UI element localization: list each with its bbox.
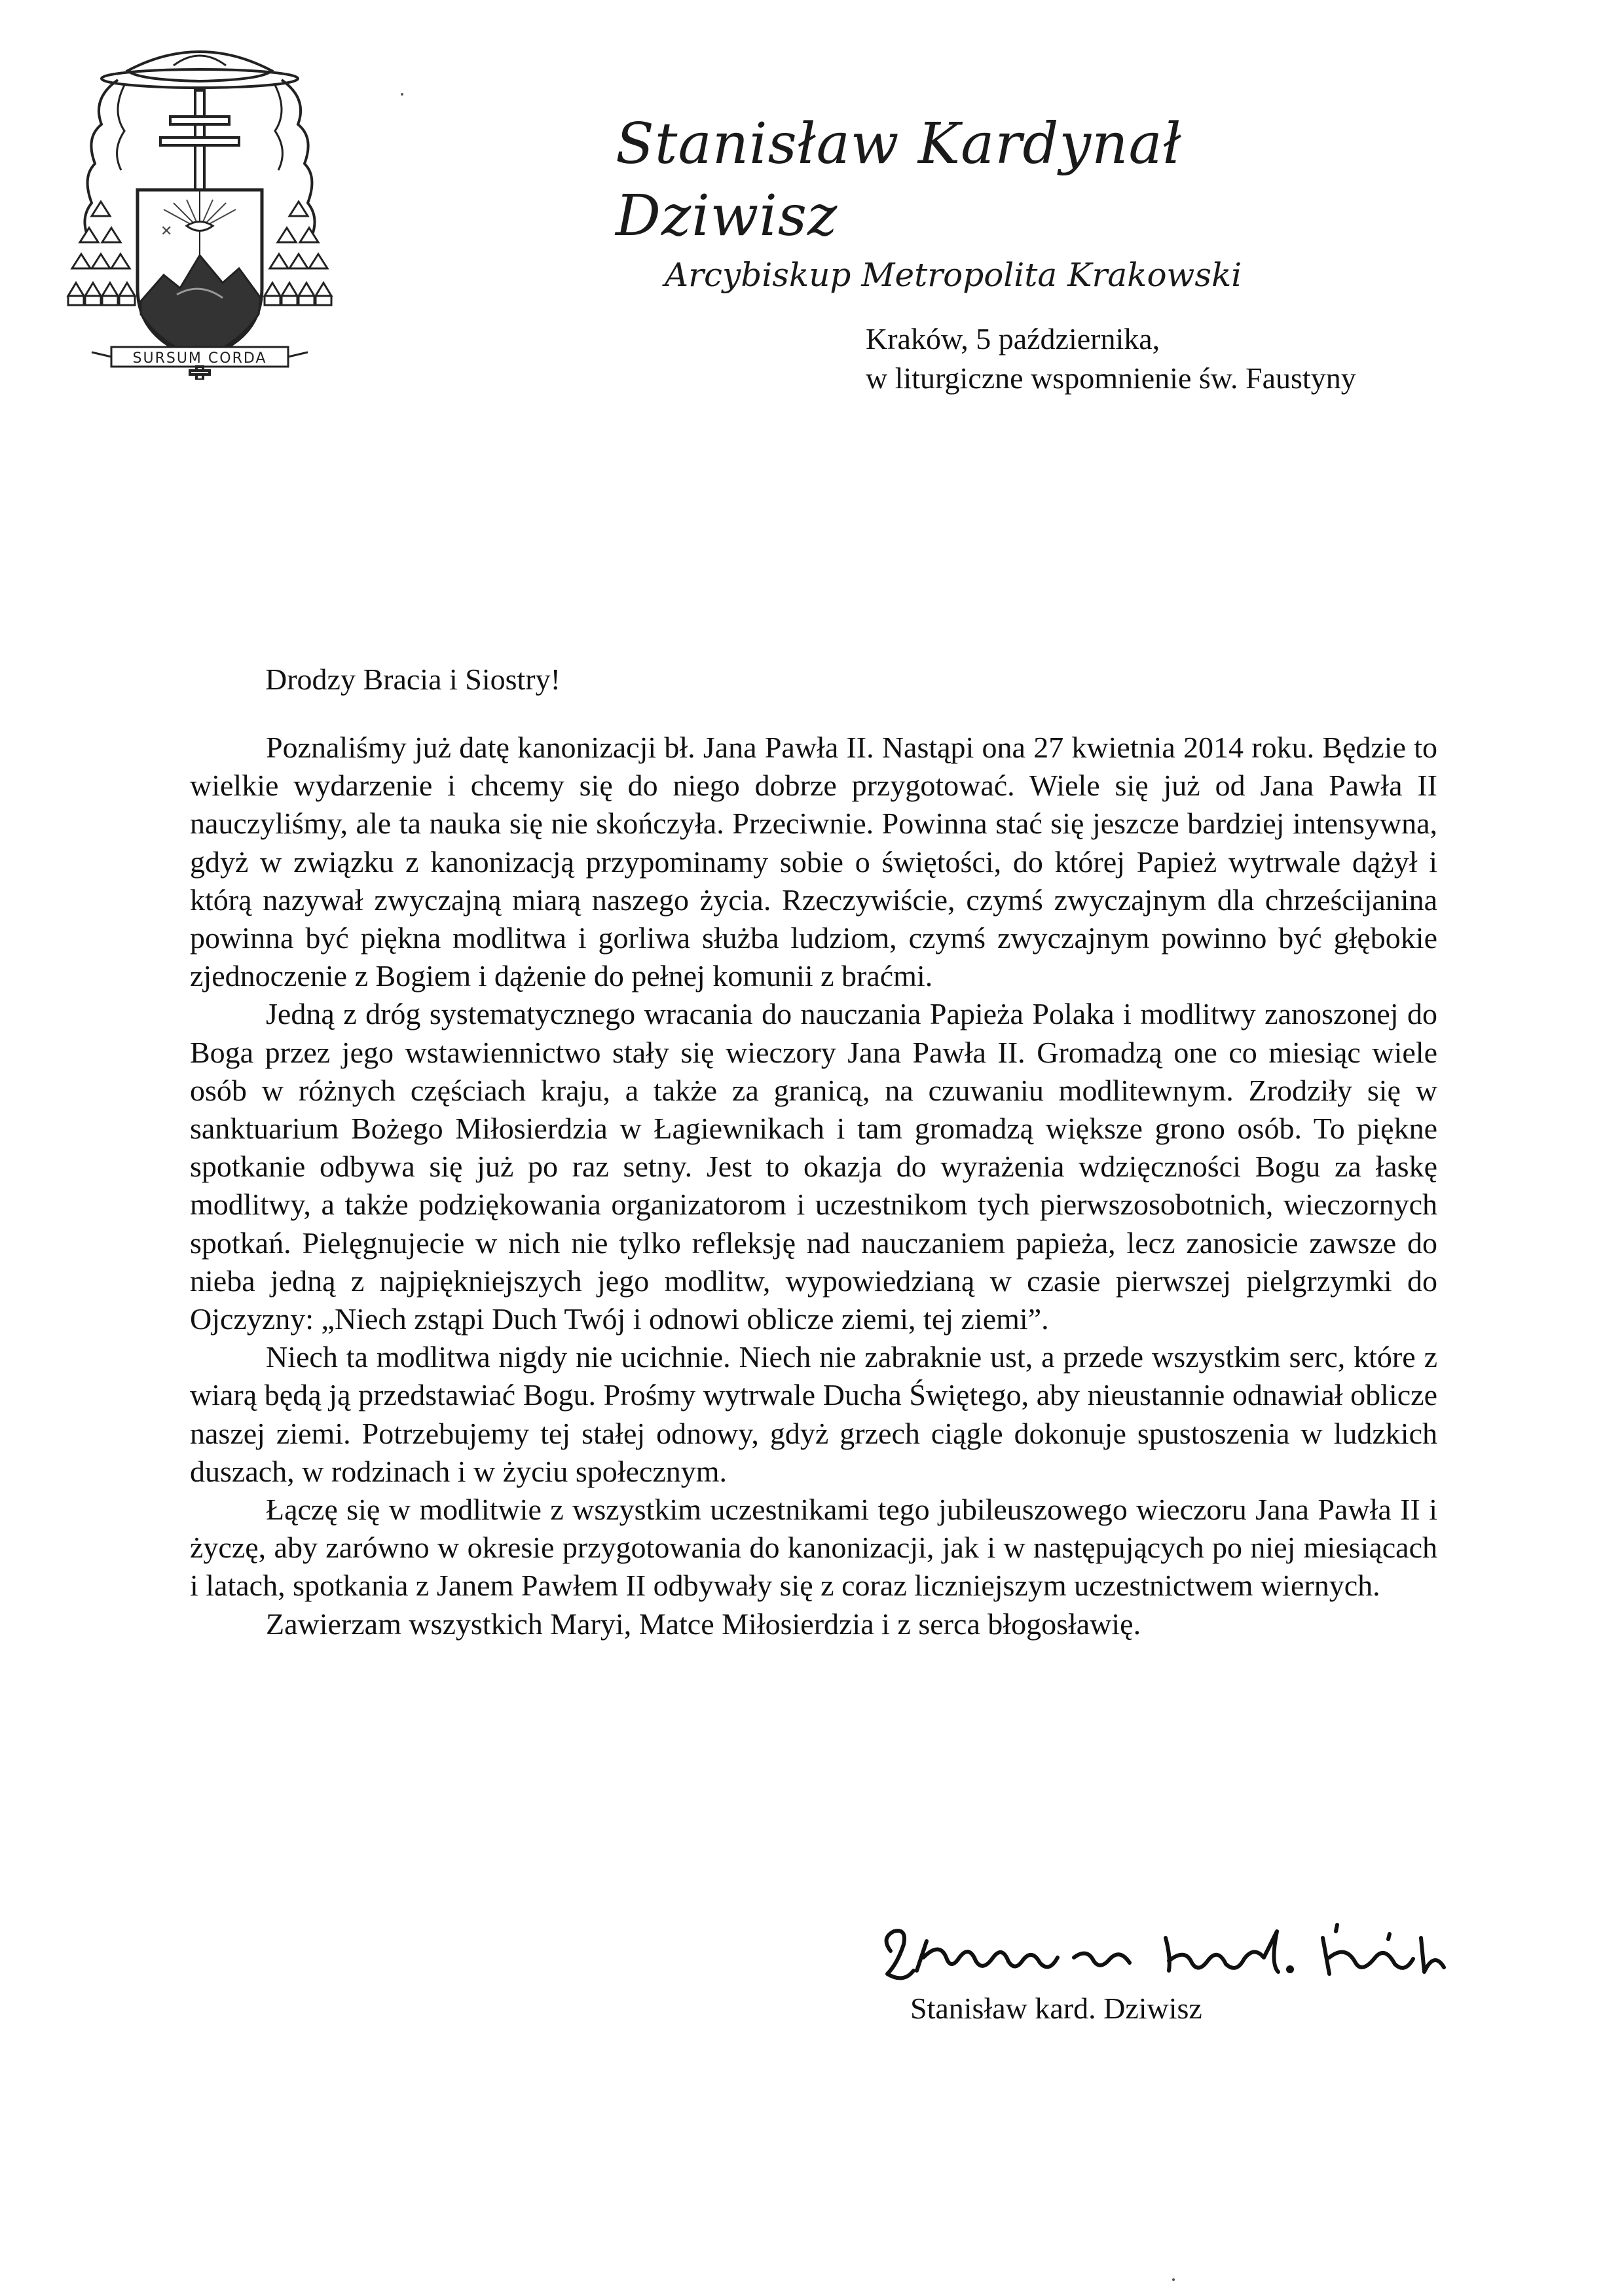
svg-text:✕: ✕ bbox=[160, 223, 173, 240]
place-and-date bbox=[866, 319, 1356, 398]
letter-body bbox=[190, 729, 1437, 1643]
place-date-line-1: Kraków, 5 października, bbox=[866, 322, 1160, 355]
body-paragraph: Jedną z dróg systematycznego wracania do nauczania Papieża Polaka i modlitwy zanoszonej do Boga przez jego wstawiennictwo stały się wieczory Jana Pawła II. Gromadzą one co miesiąc wiele osób w różnych częściach kraju, a także za granicą, na czuwaniu modlitewnym. Zrodziły się w sanktuarium Bożego Miłosierdzia w Łagiewnikach i tam gromadzą większe grono osób. To piękne spotkanie odbywa się już po raz setny. Jest to okazja do wyrażenia wdzięczności Bogu za łaskę modlitwy, a także podziękowania organizatorom i uczestnikom tych pierwszosobotnich, wieczornych spotkań. Pielęgnujecie w nich nie tylko refleksję nad nauczaniem papieża, lecz zanosicie zawsze do nieba jedną z najpiękniejszych jego modlitw, wypowiedzianą w czasie pierwszej pielgrzymki do Ojczyzny: „Niech zstąpi Duch Twój i odnowi oblicze ziemi, tej ziemi”. bbox=[190, 997, 1437, 1336]
signer-name: Stanisław kard. Dziwisz bbox=[910, 1992, 1202, 2025]
salutation: Drodzy Bracia i Siostry! bbox=[265, 663, 561, 696]
letterhead-name: Stanisław Kardynał Dziwisz bbox=[616, 111, 1182, 249]
body-paragraph: Niech ta modlitwa nigdy nie ucichnie. Niech nie zabraknie ust, a przede wszystkim serc, które z wiarą będą ją przedstawiać Bogu. Prośmy wytrwale Ducha Świętego, aby nieustannie odnawiał oblicze naszej ziemi. Potrzebujemy tej stałej odnowy, gdyż grzech ciągle dokonuje spustoszenia w ludzkich duszach, w rodzinach i w życiu społecznym. bbox=[190, 1340, 1437, 1488]
scan-speck bbox=[1172, 2278, 1175, 2281]
body-paragraph: Poznaliśmy już datę kanonizacji bł. Jana Pawła II. Nastąpi ona 27 kwietnia 2014 roku. Będzie to wielkie wydarzenie i chcemy się do niego dobrze przygotować. Wiele się już od Jana Pawła II nauczyliśmy, ale ta nauka się nie skończyła. Przeciwnie. Powinna stać się jeszcze bardziej intensywna, gdyż w związku z kanonizacją przypominamy sobie o świętości, do której Papież wytrwale dążył i którą nazywał zwyczajną miarą naszego życia. Rzeczywiście, czymś zwyczajnym dla chrześcijanina powinna być piękna modlitwa i gorliwa służba ludziom, czymś zwyczajnym powinno być głębokie zjednoczenie z Bogiem i dążenie do pełnej komunii z braćmi. bbox=[190, 731, 1437, 993]
letterhead bbox=[616, 108, 1401, 298]
scan-speck bbox=[401, 93, 403, 96]
body-paragraph: Zawierzam wszystkich Maryi, Matce Miłosierdzia i z serca błogosławię. bbox=[266, 1607, 1141, 1641]
letterhead-title: Arcybiskup Metropolita Krakowski bbox=[665, 256, 1242, 294]
handwritten-signature bbox=[877, 1912, 1454, 1997]
coat-of-arms-emblem bbox=[65, 39, 334, 380]
body-paragraph: Łączę się w modlitwie z wszystkim uczestnikami tego jubileuszowego wieczoru Jana Pawła II i życzę, aby zarówno w okresie przygotowania do kanonizacji, jak i w następujących po niej miesiącach i latach, spotkania z Janem Pawłem II odbywały się z coraz liczniejszym uczestnictwem wiernych. bbox=[190, 1493, 1437, 1603]
crest-motto: SURSUM CORDA bbox=[132, 350, 267, 367]
place-date-line-2: w liturgiczne wspomnienie św. Faustyny bbox=[866, 361, 1356, 395]
